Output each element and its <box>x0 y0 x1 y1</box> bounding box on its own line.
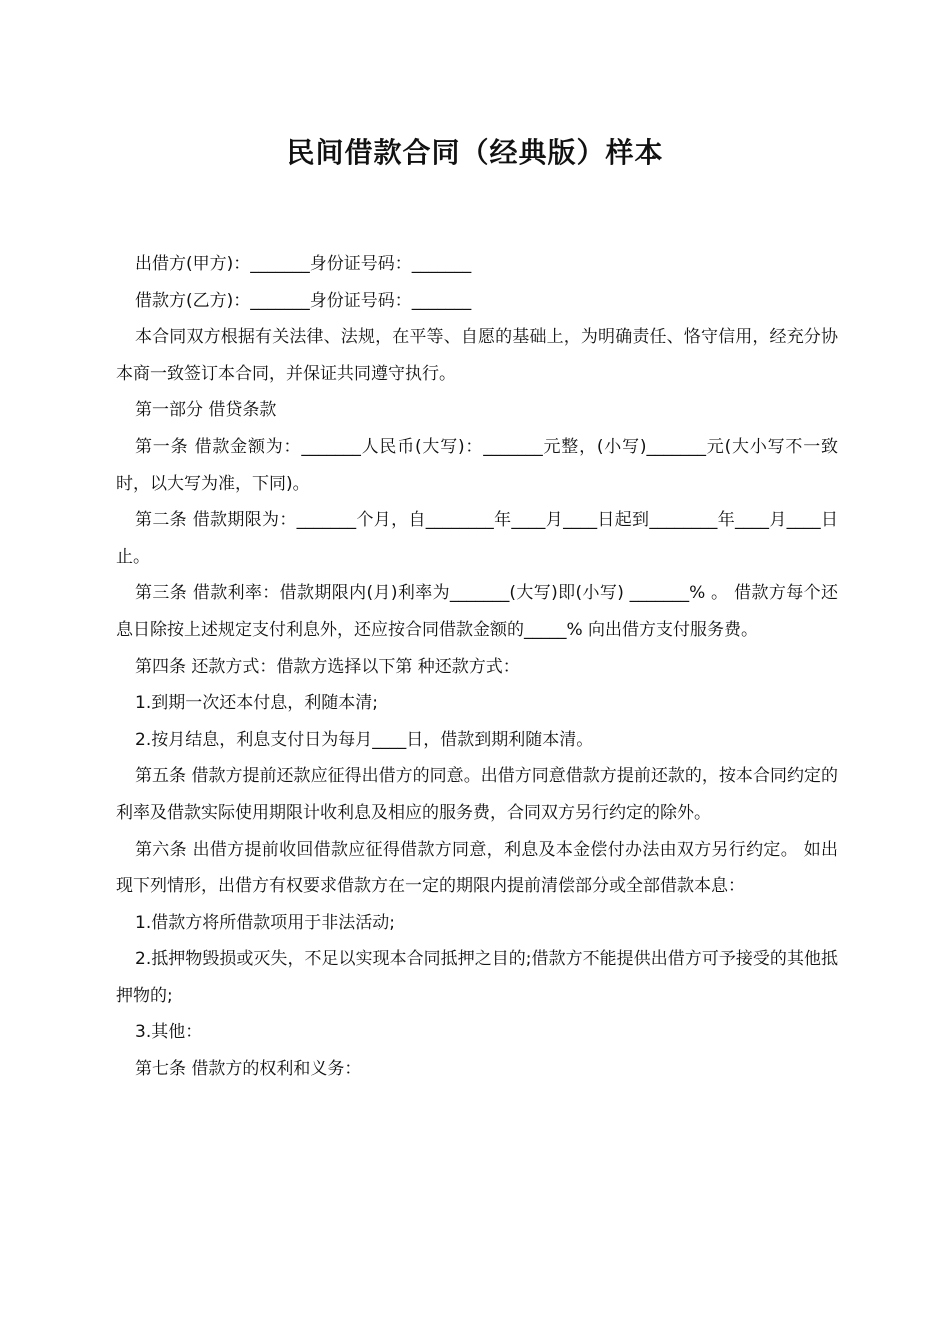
article-6-item-3: 3.其他： <box>135 1022 203 1043</box>
article-4: 第四条 还款方式：借款方选择以下第 种还款方式： <box>135 656 520 677</box>
borrower-line: 借款方(乙方)：_______身份证号码：_______ <box>135 290 472 311</box>
article-6: 第六条 出借方提前收回借款应征得借款方同意，利息及本金偿付办法由双方另行约定。 如出现下列情形，出借方有权要求借款方在一定的期限内提前清偿部分或全部借款本息： <box>116 839 838 897</box>
article-5: 第五条 借款方提前还款应征得出借方的同意。出借方同意借款方提前还款的，按本合同约定的利率及借款实际使用期限计收利息及相应的服务费，合同双方另行约定的除外。 <box>116 766 838 823</box>
article-7: 第七条 借款方的权利和义务： <box>135 1059 362 1080</box>
article-6-item-2: 2.抵押物毁损或灭失，不足以实现本合同抵押之目的;借款方不能提供出借方可予接受的其他抵押物的; <box>116 949 838 1006</box>
article-6-item-1: 1.借款方将所借款项用于非法活动; <box>135 912 395 933</box>
article-1: 第一条 借款金额为：_______人民币(大写)：_______元整，(小写)_______元(大小写不一致时，以大写为准，下同)。 <box>116 436 838 494</box>
lender-line: 出借方(甲方)：_______身份证号码：_______ <box>135 254 472 274</box>
article-4-option-2: 2.按月结息，利息支付日为每月____日，借款到期利随本清。 <box>135 729 594 750</box>
article-2: 第二条 借款期限为：_______个月，自________年____月____日起到________年____月____日止。 <box>116 510 838 567</box>
preamble-paragraph: 本合同双方根据有关法律、法规，在平等、自愿的基础上，为明确责任、恪守信用，经充分协本商一致签订本合同，并保证共同遵守执行。 <box>116 327 838 384</box>
document-title: 民间借款合同（经典版）样本 <box>286 136 664 169</box>
article-4-option-1: 1.到期一次还本付息，利随本清; <box>135 693 378 714</box>
part-one-heading: 第一部分 借贷条款 <box>135 400 277 421</box>
article-3: 第三条 借款利率：借款期限内(月)利率为_______(大写)即(小写) _______% 。 借款方每个还息日除按上述规定支付利息外，还应按合同借款金额的_____% 向出借方支付服务费。 <box>116 583 838 640</box>
document-body <box>116 246 838 1088</box>
